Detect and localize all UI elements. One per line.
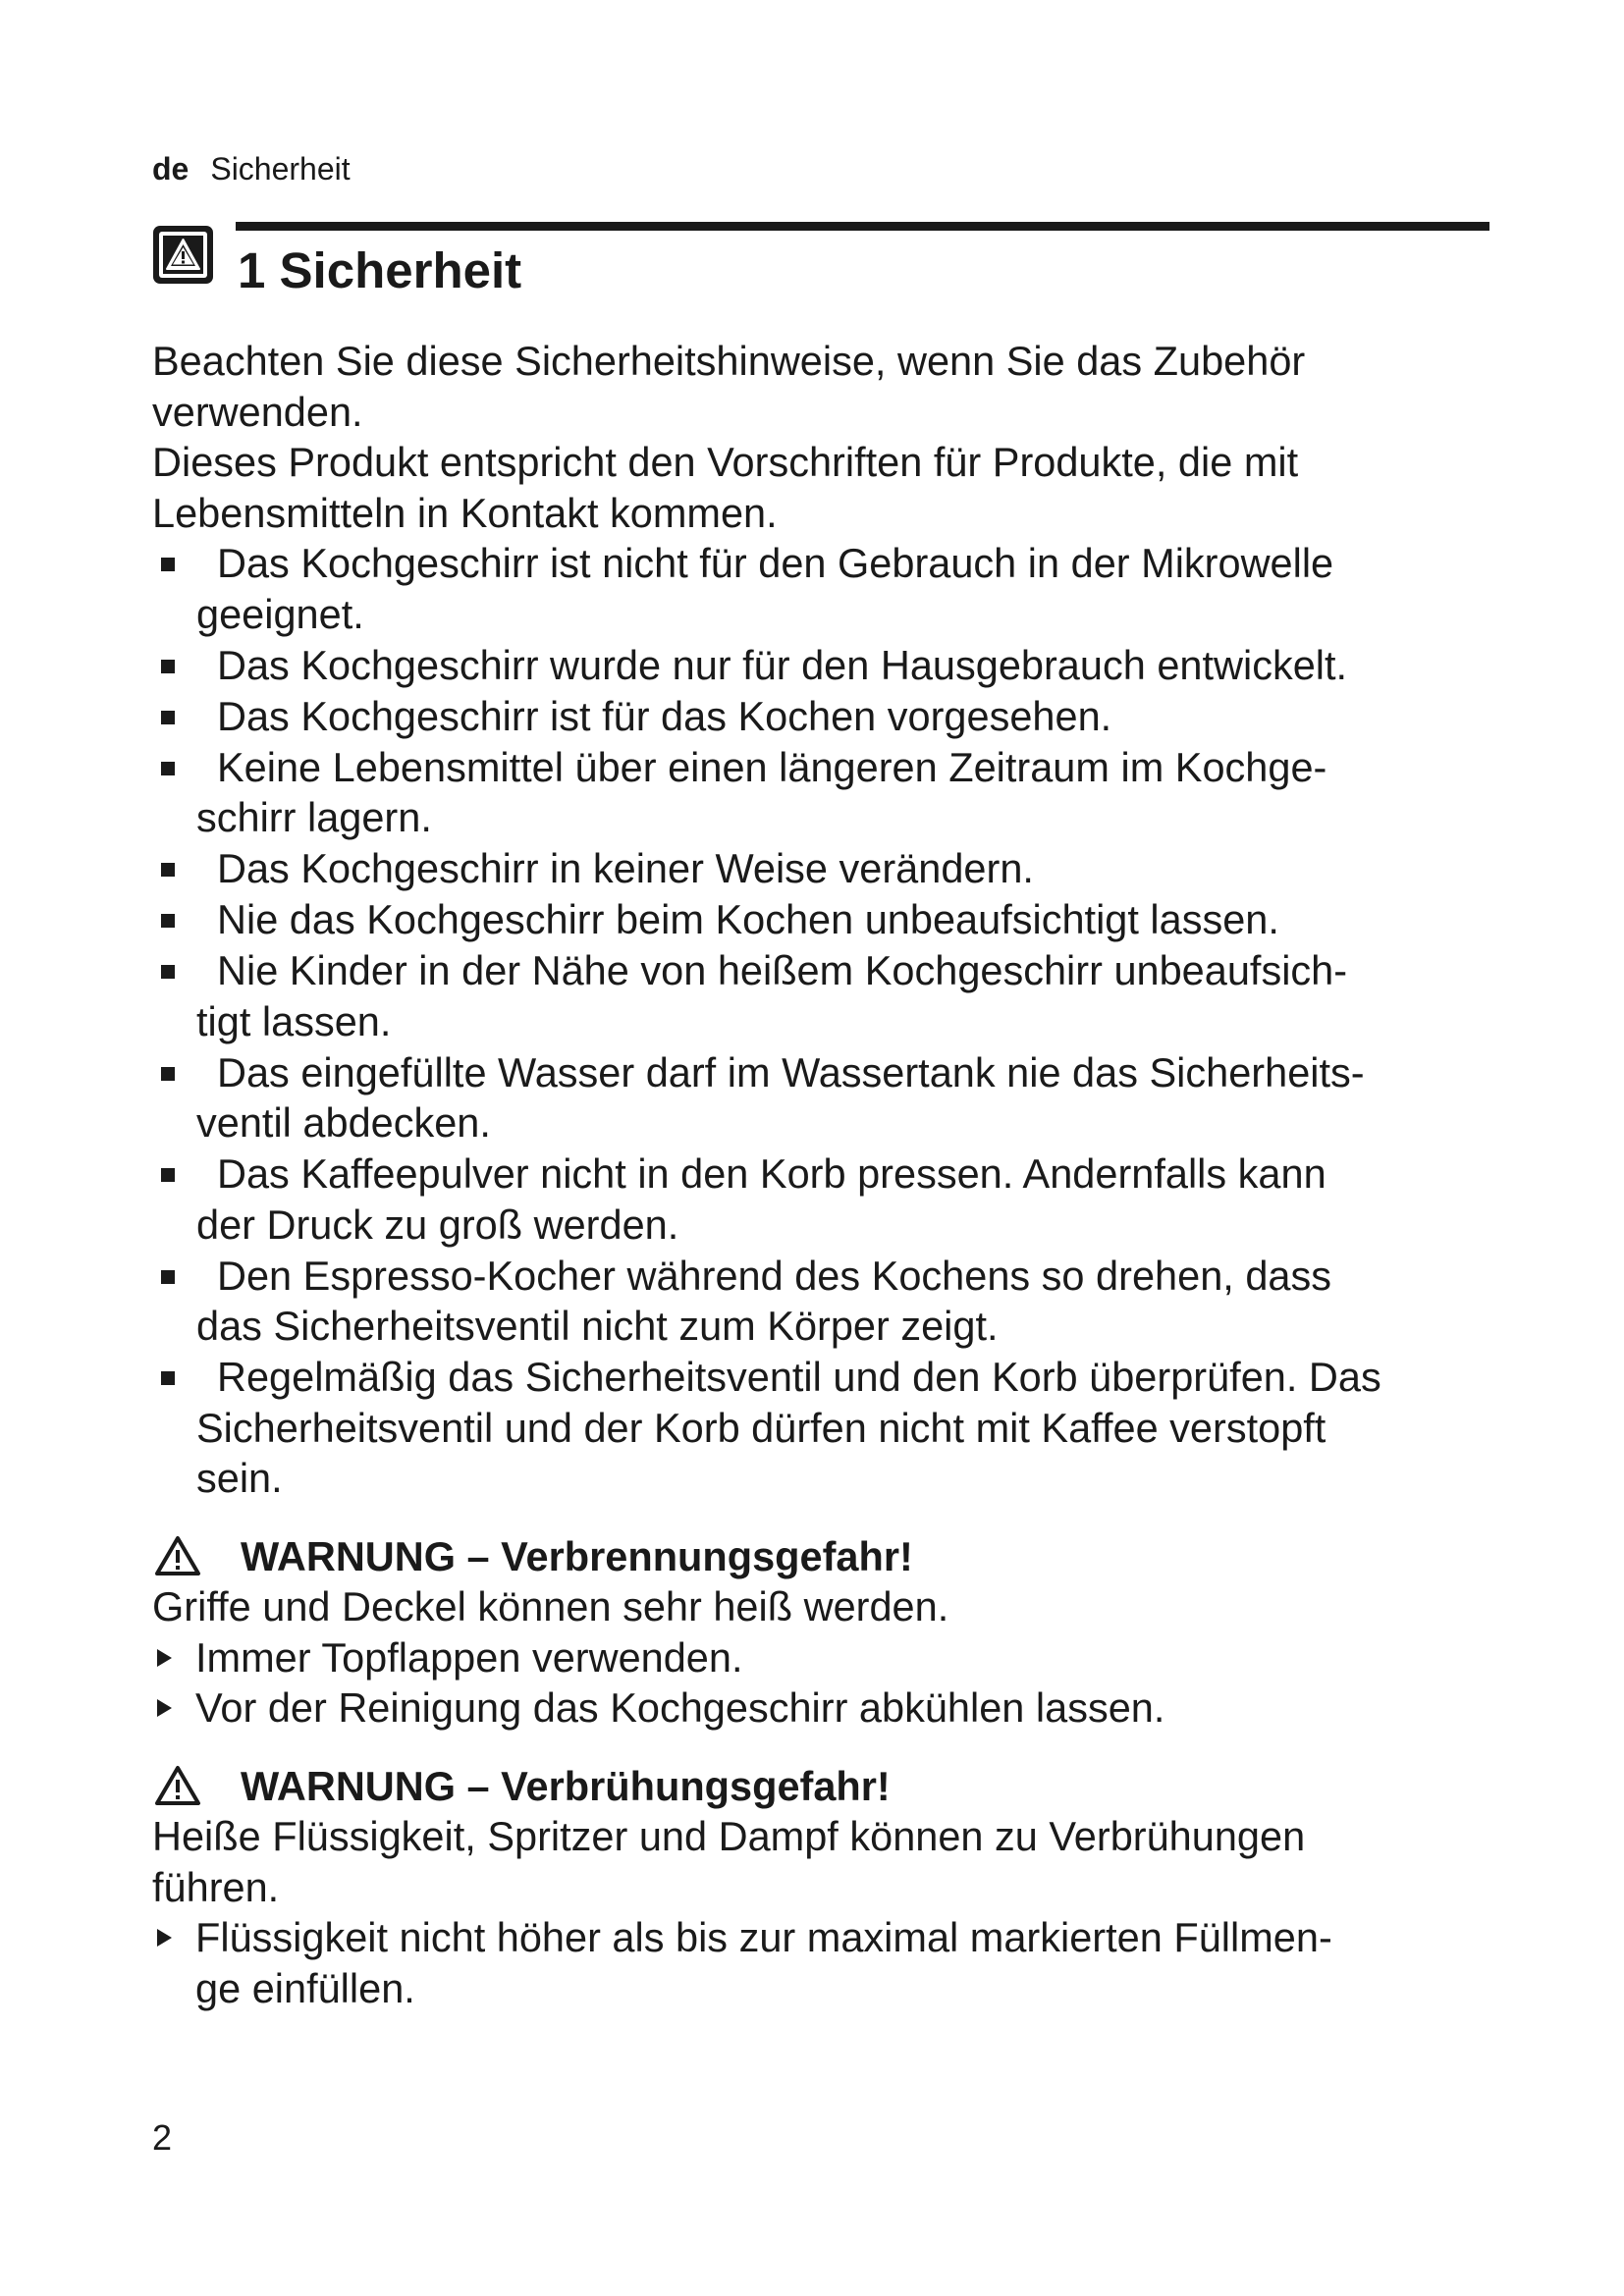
square-bullet-icon: [161, 914, 175, 928]
list-item-line: Das Kochgeschirr wurde nur für den Hausgebrauch entwickelt.: [217, 641, 1348, 688]
chapter-title: 1 Sicherheit: [238, 242, 522, 298]
square-bullet-icon: [161, 558, 175, 571]
list-item-line: geeignet.: [196, 590, 364, 637]
list-item: [152, 843, 1527, 894]
page-number: 2: [152, 2117, 173, 2158]
list-item-line: Das Kochgeschirr ist für das Kochen vorgesehen.: [217, 692, 1112, 739]
list-item-line: das Sicherheitsventil nicht zum Körper zeigt.: [196, 1303, 999, 1349]
warning-text: Griffe und Deckel können sehr heiß werden.: [152, 1583, 949, 1629]
action-arrow-icon: [157, 1649, 172, 1667]
action-item: [152, 1682, 1527, 1734]
heading-rule: [236, 222, 1489, 231]
list-item: [152, 894, 1527, 945]
square-bullet-icon: [161, 863, 175, 877]
square-bullet-icon: [161, 762, 175, 775]
intro-line: Beachten Sie diese Sicherheitshinweise, wenn Sie das Zubehör: [152, 338, 1306, 384]
action-item: [152, 1912, 1527, 2013]
list-item: [152, 742, 1527, 843]
warning-text: Heiße Flüssigkeit, Spritzer und Dampf können zu Verbrühungen: [152, 1813, 1306, 1859]
list-item-line: Regelmäßig das Sicherheitsventil und den Korb überprüfen. Das: [217, 1354, 1381, 1400]
list-item-line: Das Kochgeschirr in keiner Weise verändern.: [217, 845, 1034, 891]
language-code: de: [152, 151, 189, 187]
warning-scald-hazard: [152, 1761, 1527, 2014]
list-item-line: tigt lassen.: [196, 997, 392, 1044]
list-item: [152, 538, 1527, 639]
list-item: [152, 945, 1527, 1046]
intro-line: Lebensmitteln in Kontakt kommen.: [152, 489, 778, 536]
list-item: [152, 640, 1527, 691]
action-arrow-icon: [157, 1929, 172, 1947]
running-section-title: Sicherheit: [210, 151, 351, 187]
action-list: [152, 1912, 1527, 2013]
action-line: Vor der Reinigung das Kochgeschirr abkühlen lassen.: [195, 1684, 1165, 1731]
list-item-line: ventil abdecken.: [196, 1099, 491, 1146]
action-arrow-icon: [157, 1699, 172, 1717]
list-item: [152, 691, 1527, 742]
action-line: ge einfüllen.: [195, 1964, 415, 2011]
list-item-line: Das Kochgeschirr ist nicht für den Gebrauch in der Mikrowelle: [217, 540, 1334, 586]
square-bullet-icon: [161, 1168, 175, 1182]
square-bullet-icon: [161, 711, 175, 724]
square-bullet-icon: [161, 965, 175, 979]
list-item-line: sein.: [196, 1455, 283, 1501]
square-bullet-icon: [161, 660, 175, 673]
action-line: Flüssigkeit nicht höher als bis zur maximal markierten Füllmen-: [195, 1914, 1332, 1960]
warning-burn-hazard: [152, 1531, 1527, 1734]
list-item-line: Nie das Kochgeschirr beim Kochen unbeaufsichtigt lassen.: [217, 896, 1279, 942]
warning-title: [152, 1761, 1527, 1812]
action-line: Immer Topflappen verwenden.: [195, 1633, 743, 1681]
action-item: [152, 1632, 1527, 1683]
warning-triangle-icon: [154, 1535, 201, 1576]
list-item: [152, 1251, 1527, 1352]
list-item: [152, 1047, 1527, 1148]
list-item-line: der Druck zu groß werden.: [196, 1201, 679, 1248]
list-item-line: Den Espresso-Kocher während des Kochens so drehen, dass: [217, 1252, 1331, 1299]
list-item-line: Keine Lebensmittel über einen längeren Zeitraum im Kochge-: [217, 743, 1327, 790]
warning-triangle-icon: [153, 226, 213, 284]
square-bullet-icon: [161, 1067, 175, 1081]
warning-text: führen.: [152, 1863, 280, 1910]
safety-bullet-list: [152, 538, 1527, 1504]
running-header: [152, 149, 351, 188]
main-content: [152, 336, 1527, 2013]
list-item: [152, 1352, 1527, 1504]
list-item: [152, 1148, 1527, 1250]
warning-title-text: WARNUNG – Verbrühungsgefahr!: [241, 1762, 891, 1809]
list-item-line: Nie Kinder in der Nähe von heißem Kochgeschirr unbeaufsich-: [217, 947, 1348, 993]
square-bullet-icon: [161, 1270, 175, 1284]
list-item-line: Das Kaffeepulver nicht in den Korb pressen. Andernfalls kann: [217, 1150, 1326, 1197]
list-item-line: Sicherheitsventil und der Korb dürfen nicht mit Kaffee verstopft: [196, 1404, 1326, 1451]
square-bullet-icon: [161, 1371, 175, 1385]
action-list: [152, 1632, 1527, 1734]
intro-line: verwenden.: [152, 388, 363, 435]
intro-line: Dieses Produkt entspricht den Vorschriften für Produkte, die mit: [152, 439, 1299, 485]
warning-title: [152, 1531, 1527, 1582]
list-item-line: schirr lagern.: [196, 794, 432, 840]
warning-triangle-icon: [154, 1765, 201, 1806]
warning-title-text: WARNUNG – Verbrennungsgefahr!: [241, 1532, 913, 1579]
list-item-line: Das eingefüllte Wasser darf im Wassertank nie das Sicherheits-: [217, 1048, 1365, 1095]
